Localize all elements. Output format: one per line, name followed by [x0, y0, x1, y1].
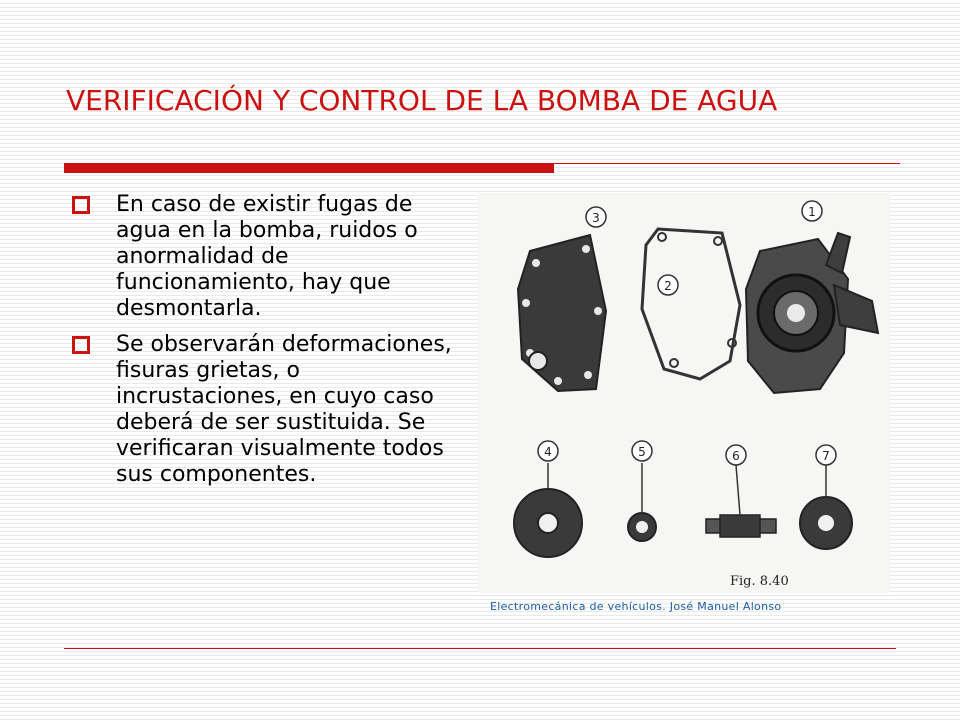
bullet-text: Se observarán deformaciones, fisuras grietas, o incrustaciones, en cuyo caso deberá de ser sustituida. Se verificaran visualmente todos sus componentes.	[116, 332, 452, 487]
part-number-1: 1	[808, 205, 816, 219]
part-number-3: 3	[592, 211, 600, 225]
slide-title: VERIFICACIÓN Y CONTROL DE LA BOMBA DE AGUA	[66, 84, 778, 117]
pump-hub	[800, 465, 852, 549]
part-number-2: 2	[664, 279, 672, 293]
bullet-item	[72, 192, 467, 322]
part-number-4: 4	[544, 445, 552, 459]
pump-cover-plate	[518, 235, 606, 391]
part-number-5: 5	[638, 445, 646, 459]
title-underline-bar	[64, 163, 554, 173]
figure-label: Fig. 8.40	[730, 574, 789, 589]
water-pump-parts-illustration	[478, 193, 890, 593]
title-divider-line	[554, 163, 900, 164]
pump-body	[746, 233, 878, 393]
water-pump-parts-figure	[478, 193, 890, 593]
footer-divider-line	[64, 648, 896, 649]
pump-impeller	[514, 463, 582, 557]
bullet-list	[72, 192, 467, 498]
pump-gasket	[642, 229, 740, 379]
bullet-text: En caso de existir fugas de agua en la bomba, ruidos o anormalidad de funcionamiento, hay que desmontarla.	[116, 192, 418, 321]
figure-caption: Electromecánica de vehículos. José Manuel Alonso	[490, 600, 782, 613]
square-bullet-icon	[72, 196, 90, 214]
bullet-item	[72, 332, 467, 488]
part-number-7: 7	[822, 449, 830, 463]
pump-shaft	[706, 465, 776, 537]
part-number-6: 6	[732, 449, 740, 463]
square-bullet-icon	[72, 336, 90, 354]
pump-seal	[628, 463, 656, 541]
